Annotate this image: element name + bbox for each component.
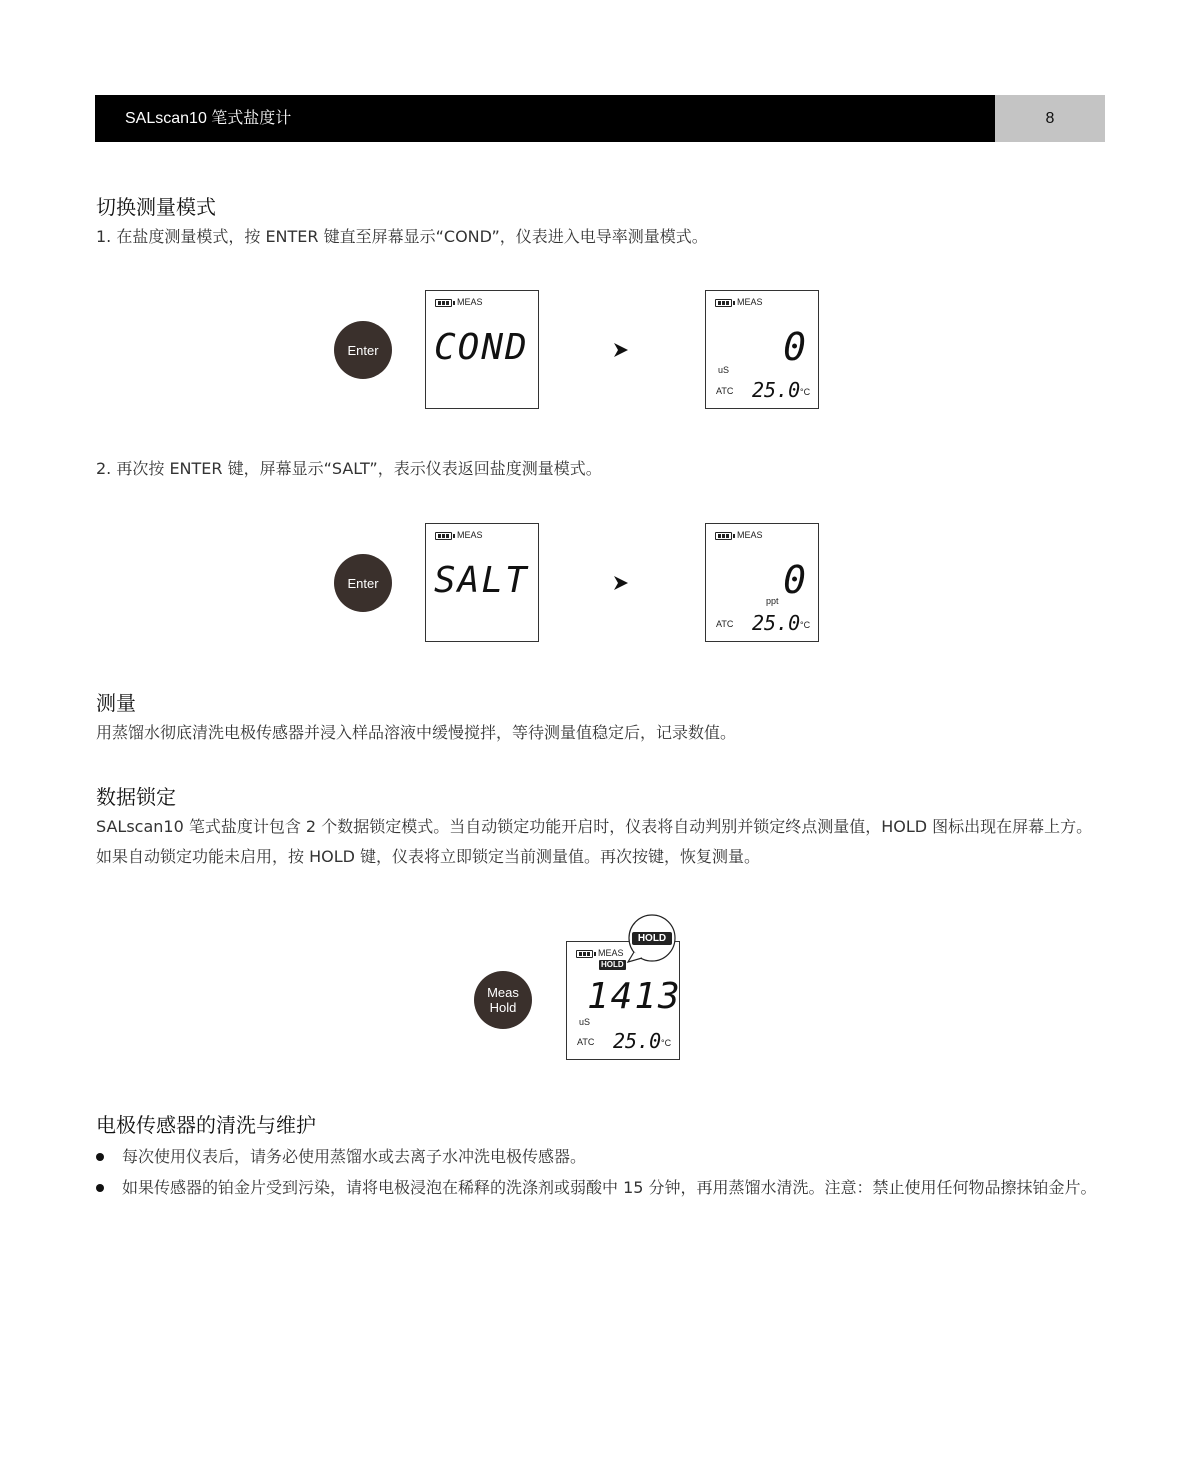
heading-measure: 测量 [96, 691, 136, 715]
arrow-right-icon [612, 574, 630, 592]
step-2-text: 2. 再次按 ENTER 键，屏幕显示“SALT”，表示仪表返回盐度测量模式。 [96, 459, 602, 478]
document-title: SALscan10 笔式盐度计 [125, 110, 292, 127]
bullet-dot [96, 1153, 104, 1161]
cleaning-bullet-1: 每次使用仪表后，请务必使用蒸馏水或去离子水冲洗电极传感器。 [122, 1147, 587, 1166]
meas-indicator: MEAS [737, 297, 763, 307]
hold-callout-label: HOLD [637, 933, 667, 944]
temperature-unit: °C [800, 620, 811, 630]
temperature-value: 25.0 [752, 378, 801, 402]
battery-icon [715, 299, 732, 307]
temperature-value: 25.0 [752, 611, 801, 635]
meas-indicator: MEAS [457, 297, 483, 307]
heading-switch-mode: 切换测量模式 [96, 195, 216, 219]
hold-indicator: HOLD [601, 960, 624, 969]
lcd-value: 0 [783, 325, 808, 369]
temperature-unit: °C [800, 387, 811, 397]
page-header [95, 95, 1105, 142]
lcd-value: 0 [783, 558, 808, 602]
button-line-1: Meas [487, 985, 519, 1000]
meas-indicator: MEAS [457, 530, 483, 540]
unit-label: ppt [766, 596, 779, 606]
battery-icon [435, 532, 452, 540]
atc-label: ATC [577, 1037, 595, 1047]
step-1-text: 1. 在盐度测量模式，按 ENTER 键直至屏幕显示“COND”，仪表进入电导率测量模式。 [96, 227, 708, 246]
atc-label: ATC [716, 619, 734, 629]
meas-indicator: MEAS [737, 530, 763, 540]
unit-label: uS [579, 1017, 591, 1027]
lcd-screen-salinity [705, 523, 819, 642]
heading-data-hold: 数据锁定 [96, 785, 176, 809]
battery-icon [576, 950, 593, 958]
heading-cleaning: 电极传感器的清洗与维护 [96, 1113, 316, 1137]
bullet-dot [96, 1184, 104, 1192]
battery-icon [715, 532, 732, 540]
data-hold-text: SALscan10 笔式盐度计包含 2 个数据锁定模式。当自动锁定功能开启时，仪表将自动判别并锁定终点测量值，HOLD 图标出现在屏幕上方。如果自动锁定功能未启用，按 HOLD 键，仪表将立即锁定当前测量值。再次按键，恢复测量。 [96, 817, 1093, 866]
meas-indicator: MEAS [598, 948, 624, 958]
lcd-main-text: COND [434, 327, 529, 368]
arrow-right-icon [612, 341, 630, 359]
atc-label: ATC [716, 386, 734, 396]
button-line-2: Hold [489, 1000, 517, 1015]
lcd-value: 1413 [587, 976, 682, 1017]
temperature-value: 25.0 [613, 1029, 662, 1053]
lcd-screen-salt [425, 523, 539, 642]
unit-label: uS [718, 365, 730, 375]
meas-hold-button [474, 971, 532, 1029]
lcd-main-text: SALT [434, 560, 529, 601]
enter-button: Enter [334, 554, 392, 612]
enter-button: Enter [334, 321, 392, 379]
battery-icon [435, 299, 452, 307]
measure-text: 用蒸馏水彻底清洗电极传感器并浸入样品溶液中缓慢搅拌，等待测量值稳定后，记录数值。 [96, 723, 737, 742]
temperature-unit: °C [661, 1038, 672, 1048]
page-number: 8 [995, 95, 1105, 142]
lcd-screen-cond [425, 290, 539, 409]
lcd-screen-conductivity [705, 290, 819, 409]
cleaning-bullet-2: 如果传感器的铂金片受到污染，请将电极浸泡在稀释的洗涤剂或弱酸中 15 分钟，再用蒸馏水清洗。注意：禁止使用任何物品擦抹铂金片。 [122, 1178, 1097, 1197]
